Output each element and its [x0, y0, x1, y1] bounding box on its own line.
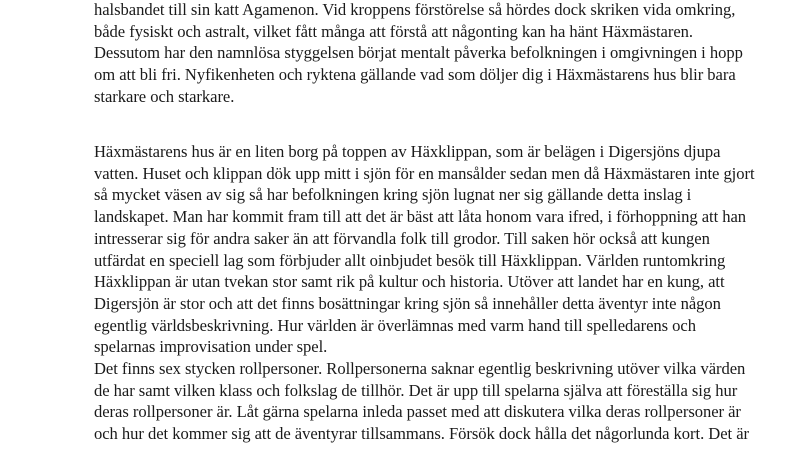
- text-line: de har samt vilken klass och folkslag de tillhör. Det är upp till spelarna själva att föreställa sig hur: [94, 380, 738, 400]
- text-line: deras rollpersoner är. Låt gärna spelarna inleda passet med att diskutera vilka deras rollpersoner är: [94, 402, 741, 422]
- text-line: landskapet. Man har kommit fram till att det är bäst att låta honom vara ifred, i förhoppning att han: [94, 207, 747, 227]
- text-line: spelarnas improvisation under spel.: [94, 337, 328, 357]
- text-line: Digersjön är stor och att det finns bosättningar kring sjön så innehåller detta äventyr inte någon: [94, 293, 721, 313]
- text-line: både fysiskt och astralt, vilket fått många att förstå att någonting kan ha hänt Häxmästaren.: [94, 21, 693, 41]
- text-line: Dessutom har den namnlösa styggelsen börjat mentalt påverka befolkningen i omgivningen i hopp: [94, 43, 743, 63]
- text-line: intresserar sig för andra saker än att förvandla folk till grodor. Till saken hör också att kungen: [94, 228, 710, 248]
- text-line: halsbandet till sin katt Agamenon. Vid kroppens förstörelse så hördes dock skriken vida omkring,: [94, 0, 736, 19]
- text-line: Häxmästarens hus är en liten borg på toppen av Häxklippan, som är belägen i Digersjöns djupa: [94, 142, 721, 161]
- text-line: vatten. Huset och klippan dök upp mitt i sjön för en mansålder sedan men då Häxmästaren inte gjort: [94, 163, 755, 183]
- paragraph-3: [94, 358, 774, 445]
- text-line: egentlig världsbeskrivning. Hur världen är överlämnas med varm hand till spelledarens och: [94, 315, 696, 335]
- text-line: Häxklippan är utan tvekan stor samt rik på kultur och historia. Utöver att landet har en kung, att: [94, 272, 725, 292]
- paragraph-2: [94, 141, 774, 358]
- paragraph-1: [94, 0, 774, 108]
- text-line: om att bli fri. Nyfikenheten och ryktena gällande vad som döljer dig i Häxmästarens hus blir bara: [94, 65, 736, 85]
- text-line: starkare och starkare.: [94, 86, 235, 106]
- text-line: och hur det kommer sig att de äventyrar tillsammans. Försök dock hålla det någorlunda kort. Det är: [94, 424, 749, 444]
- text-line: så mycket väsen av sig så har befolkningen kring sjön lugnat ner sig gällande detta inslag i: [94, 185, 692, 205]
- text-line: Det finns sex stycken rollpersoner. Rollpersonerna saknar egentlig beskrivning utöver vilka värden: [94, 359, 746, 378]
- text-line: utfärdat en speciell lag som förbjuder allt oinbjudet besök till Häxklippan. Världen runtomkring: [94, 250, 726, 270]
